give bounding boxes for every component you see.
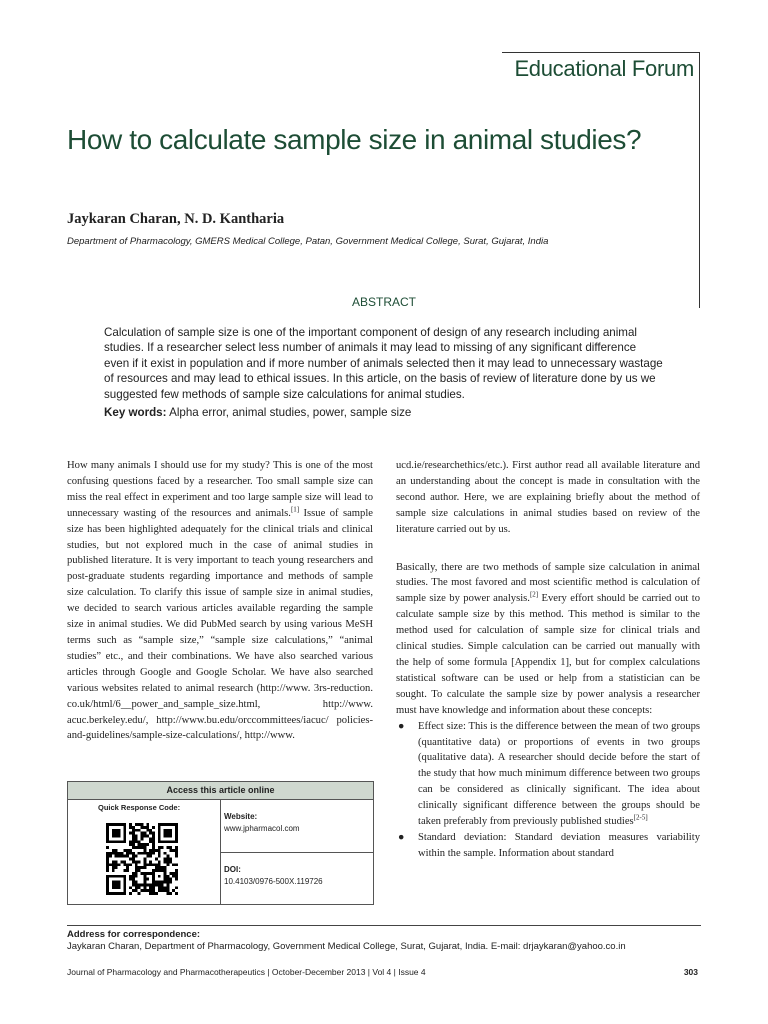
body-column-right	[396, 458, 700, 862]
body-paragraph: ucd.ie/researchethics/etc.). First author read all available literature and an understanding about the concept is made in consultation with the second author. Here, we are explaining briefly about the method of sample size calculations in animal studies based on review of the literature carried out by us.	[396, 460, 700, 535]
author-affiliation: Department of Pharmacology, GMERS Medical College, Patan, Government Medical College, Surat, Gujarat, India	[67, 236, 549, 247]
citation-ref[interactable]: [2-5]	[633, 813, 648, 822]
doi-label: DOI:	[224, 865, 241, 874]
journal-footer: Journal of Pharmacology and Pharmacotherapeutics | October-December 2013 | Vol 4 | Issue 4	[67, 967, 426, 977]
abstract-text: Calculation of sample size is one of the important component of design of any research including animal studies. If a researcher select less number of animals it may lead to missing of any significant difference even if it exist in population and if more number of animals selected then it may lead to unnecessary wastage of resources and may lead to ethical issues. In this article, on the basis of review of literature done by us we suggested few methods of sample size calculations for animal studies.	[104, 326, 663, 401]
body-text: Issue of sample size has been highlighted adequately for the clinical trials and clinical studies, but not explored much in the case of animal studies in published literature. It is very important to teach young researchers and post-graduate students regarding importance and methods of sample size calculation. To clarify this issue of sample size in animal studies, we decided to search various articles available regarding the sample size in animal studies. We did PubMed search by using various MeSH terms such as “sample size,” “sample size calculations,” “animal studies” etc., and their combinations. We have also searched various articles through Google and Google Scholar. We have also searched various websites related to animal research (http://www. 3rs-reduction. co.uk/html/6__power_and_sample_size.html, http://www. acuc.berkeley.edu/, http://www.bu.edu/orccommittees/iacuc/ policies- and-guidelines/sample-size-calculations/, http://www.	[67, 507, 373, 742]
body-paragraph	[396, 560, 700, 719]
correspondence-label: Address for correspondence:	[67, 929, 201, 940]
body-text: Every effort should be carried out to calculate sample size by this method. This method is similar to the method used for calculation of sample size for clinical trials and clinical studies. Simple calculation can be carried out manually with the help of some formula [Appendix 1], but for complex calculations statistical software can be used or help from a statistician can be sought. To calculate the sample size by power analysis a researcher must have knowledge and information about these concepts:	[396, 593, 700, 716]
keywords	[104, 406, 664, 419]
header-frame-line	[502, 52, 700, 53]
article-authors: Jaykaran Charan, N. D. Kantharia	[67, 211, 285, 227]
concept-list	[396, 719, 700, 862]
website-label: Website:	[224, 812, 258, 821]
qr-cell	[68, 800, 221, 904]
qr-label: Quick Response Code:	[98, 803, 181, 812]
keywords-list: Alpha error, animal studies, power, sample size	[166, 406, 412, 419]
citation-ref[interactable]: [2]	[529, 590, 539, 599]
access-article-box	[67, 781, 374, 905]
footer-divider	[67, 925, 701, 926]
body-paragraph	[67, 458, 373, 744]
correspondence-text: Jaykaran Charan, Department of Pharmacology, Government Medical College, Surat, Gujarat, India. E-mail: drjaykaran@yahoo.co.in	[67, 941, 626, 952]
list-item-text: Effect size: This is the difference between the mean of two groups (quantitative data) or proportions of events in two groups (qualitative data). A researcher should decide before the start of the study that how much minimum difference between two groups can be considered as clinically significant. The idea about clinically significant difference between the groups should be taken preferably from previously published studies	[418, 720, 700, 828]
article-title: How to calculate sample size in animal studies?	[67, 124, 642, 155]
access-box-header: Access this article online	[68, 782, 373, 800]
list-item	[396, 719, 700, 830]
doi-link[interactable]: 10.4103/0976-500X.119726	[224, 877, 323, 886]
list-item-text: Standard deviation: Standard deviation measures variability within the sample. Information about standard	[418, 831, 700, 859]
website-link[interactable]: www.jpharmacol.com	[224, 824, 300, 833]
abstract-heading: ABSTRACT	[351, 295, 416, 309]
bullet-icon: ●	[398, 720, 405, 732]
bullet-icon: ●	[398, 831, 405, 843]
qr-code-icon[interactable]	[106, 823, 178, 895]
body-text: Basically, there are two methods of sample size calculation in animal studies. The most favored and most scientific method is calculation of sample size by power analysis.	[396, 561, 700, 605]
section-label: Educational Forum	[514, 56, 694, 81]
body-text: How many animals I should use for my study? This is one of the most confusing questions faced by a researcher. Too small sample size can miss the real effect in experiment and too large sample size will lead to unnecessary wasting of the resources and animals.	[67, 460, 373, 519]
header-frame-line-right	[699, 52, 700, 308]
page-number: 303	[683, 967, 698, 977]
keywords-label: Key words:	[104, 406, 167, 419]
doi-cell	[221, 853, 373, 904]
citation-ref[interactable]: [1]	[290, 505, 300, 514]
website-cell	[221, 800, 373, 853]
list-item	[396, 830, 700, 862]
body-column-left	[67, 458, 373, 744]
